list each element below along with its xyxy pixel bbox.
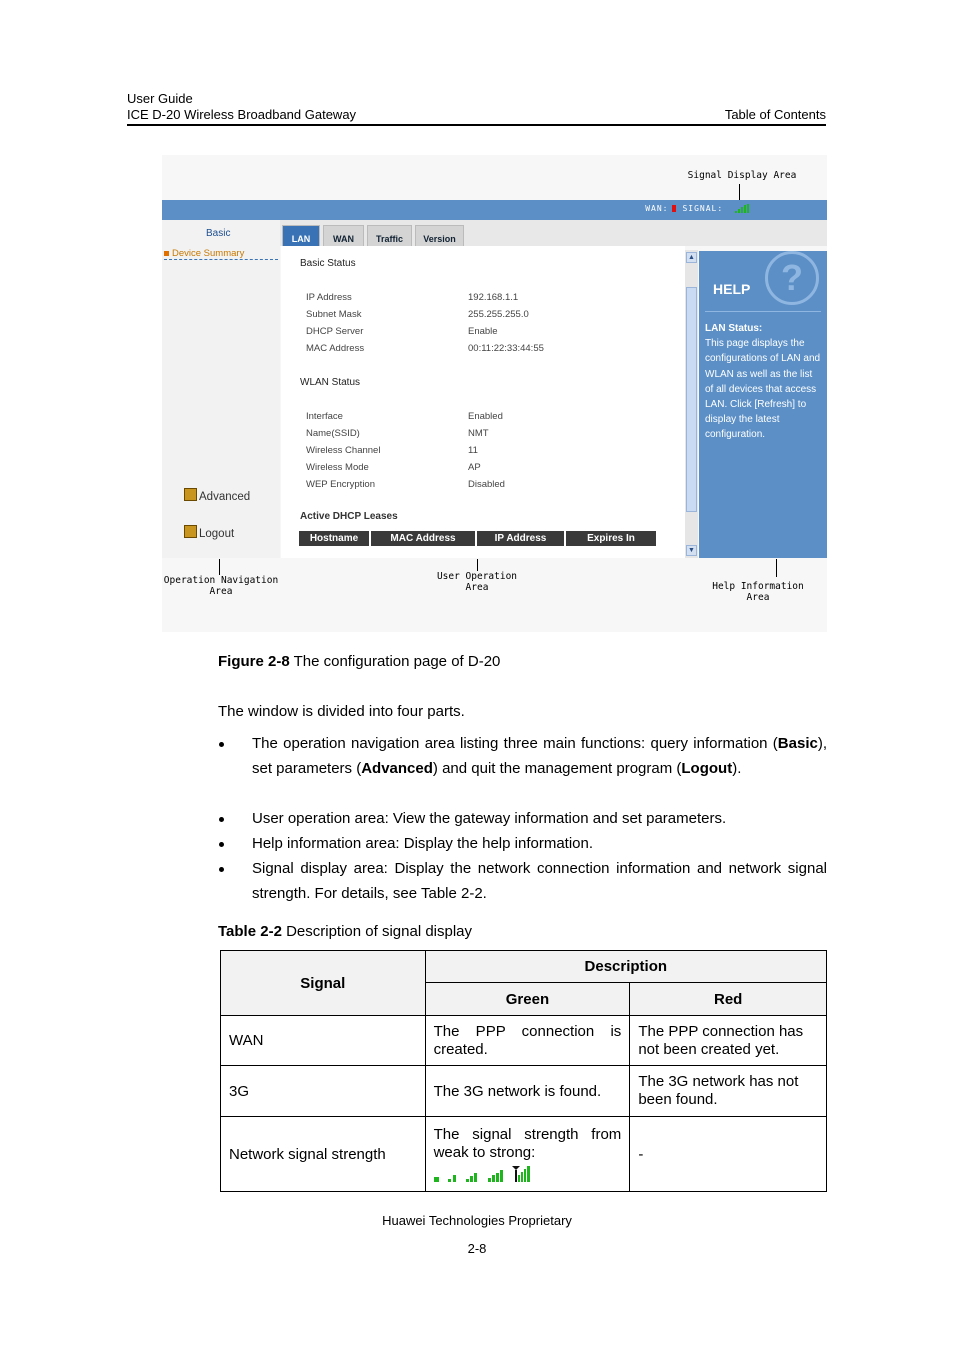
callout-help-area [702,581,814,603]
wan-label: WAN: [645,204,669,213]
th-red: Red [630,983,827,1016]
operation-navigation-area [162,220,280,558]
kv-channel-label: Wireless Channel [306,445,381,456]
callout-signal-display: Signal Display Area [687,170,797,181]
bullet1-text-b: ), set parameters ( [252,735,827,777]
callout-nav-line2: Area [209,586,233,597]
signal-level-4-icon [488,1170,503,1182]
cell-signal: WAN [221,1016,426,1066]
help-information-area [699,251,827,558]
cell-red: The PPP connection has not been created yet. [630,1016,827,1066]
table-caption [218,923,472,940]
signal-strength-levels [434,1166,622,1182]
kv-dhcp-label: DHCP Server [306,326,364,337]
cell-red: The 3G network has not been found. [630,1066,827,1117]
dhcp-col-hostname: Hostname [299,531,371,546]
kv-interface-value: Enabled [468,411,503,422]
dhcp-leases-title: Active DHCP Leases [300,511,398,522]
signal-level-1-icon [434,1177,439,1182]
figure-caption [218,653,500,670]
tab-version[interactable]: Version [415,225,464,246]
help-body [705,321,823,443]
bullet1-advanced: Advanced [361,760,433,777]
help-heading: LAN Status: [705,323,763,334]
bullet-dot [219,867,224,872]
signal-level-2-icon [448,1175,457,1182]
th-description: Description [425,951,826,983]
scroll-down-icon[interactable]: ▼ [686,545,697,556]
kv-wep-label: WEP Encryption [306,479,375,490]
nav-advanced[interactable] [184,488,250,503]
callout-line-help [776,559,777,577]
tab-lan[interactable]: LAN [282,225,320,246]
help-question-icon: ? [765,251,819,305]
intro-paragraph: The window is divided into four parts. [218,703,465,720]
nav-advanced-label: Advanced [199,491,251,503]
th-signal: Signal [221,951,426,1016]
table-row [221,1016,827,1066]
callout-user-area [417,571,537,593]
bullet1-text-c: ) and quit the management program ( [432,760,682,777]
bullet-dot [219,842,224,847]
kv-mac-label: MAC Address [306,343,365,354]
bullet1-logout: Logout [681,760,733,777]
callout-user-line2: Area [465,582,489,593]
footer-company: Huawei Technologies Proprietary [382,1213,572,1228]
scroll-thumb[interactable] [686,287,697,512]
logout-icon [184,525,197,538]
kv-mask-label: Subnet Mask [306,309,362,320]
header-rule [127,124,826,126]
kv-channel-value: 11 [468,445,478,456]
status-indicators [645,204,749,213]
help-title: HELP [713,281,751,297]
footer-page-number: 2-8 [467,1241,487,1256]
signal-level-3-icon [466,1172,479,1182]
signal-level-5-icon [512,1166,530,1182]
signal-label: SIGNAL: [682,204,724,213]
header-doc-type: User Guide [127,91,193,106]
cell-signal: Network signal strength [221,1117,426,1192]
kv-ip-label: IP Address [306,292,352,303]
nav-device-summary-label: Device Summary [172,248,245,259]
config-page-screenshot [162,155,827,632]
callout-line-user [477,559,478,571]
wan-status-icon [672,205,676,212]
wlan-status-title: WLAN Status [300,377,361,388]
kv-dhcp-value: Enable [468,326,498,337]
table-caption-label: Table 2-2 [218,923,282,940]
kv-wep-value: Disabled [468,479,505,490]
th-green: Green [425,983,630,1016]
kv-ssid-label: Name(SSID) [306,428,360,439]
callout-line-nav [219,559,220,575]
callout-help-line2: Area [746,592,770,603]
bullet1-text-a: The operation navigation area listing three main functions: query information ( [252,735,778,752]
callout-user-line1: User Operation [436,571,518,582]
header-section-title: Table of Contents [724,107,826,122]
cell-green: The PPP connection is created. [425,1016,630,1066]
bullet-signal-display: Signal display area: Display the network connection information and network signal strength. For details, see Table 2-2. [252,860,827,902]
basic-status-title: Basic Status [300,258,356,269]
bullet-dot [219,817,224,822]
advanced-icon [184,488,197,501]
nav-logout[interactable] [184,525,234,540]
help-divider [705,311,821,312]
dhcp-col-mac: MAC Address [371,531,477,546]
dhcp-col-expires: Expires In [566,531,656,546]
kv-ip-value: 192.168.1.1 [468,292,519,303]
nav-device-summary[interactable] [164,248,278,260]
kv-mode-label: Wireless Mode [306,462,369,473]
bullet-user-operation: User operation area: View the gateway information and set parameters. [252,810,727,827]
kv-mode-value: AP [468,462,481,473]
cell-red: - [630,1117,827,1192]
bullet-dot [219,742,224,747]
cell-green-text: The signal strength from weak to strong: [433,1126,622,1161]
nav-logout-label: Logout [199,528,235,540]
table-row [221,1117,827,1192]
callout-nav-line1: Operation Navigation [163,575,279,586]
table-caption-text: Description of signal display [281,923,473,940]
nav-basic[interactable]: Basic [206,228,231,239]
cell-signal: 3G [221,1066,426,1117]
kv-mask-value: 255.255.255.0 [468,309,529,320]
signal-description-table [220,950,827,1192]
kv-interface-label: Interface [306,411,343,422]
kv-ssid-value: NMT [468,428,489,439]
callout-nav-area [162,575,280,597]
callout-help-line1: Help Information [712,581,804,592]
cell-green [425,1117,630,1192]
bullet1-text-d: ). [732,760,742,777]
help-text: This page displays the configurations of LAN and WLAN as well as the list of all devices that access LAN. Click [Refresh] to display the latest configuration. [705,338,821,441]
bullet-help-information: Help information area: Display the help information. [252,835,594,852]
figure-caption-label: Figure 2-8 [218,653,290,670]
bullet-navigation-area [252,731,827,781]
dhcp-col-ip: IP Address [477,531,566,546]
bullet1-basic: Basic [777,735,818,752]
signal-strength-icon [735,204,749,213]
header-product-name: ICE D-20 Wireless Broadband Gateway [127,107,357,122]
tab-traffic[interactable]: Traffic [367,225,412,246]
kv-mac-value: 00:11:22:33:44:55 [468,343,544,354]
tab-wan[interactable]: WAN [323,225,364,246]
figure-caption-text: The configuration page of D-20 [289,653,501,670]
cell-green: The 3G network is found. [425,1066,630,1117]
table-row [221,1066,827,1117]
scroll-up-icon[interactable]: ▲ [686,252,697,263]
